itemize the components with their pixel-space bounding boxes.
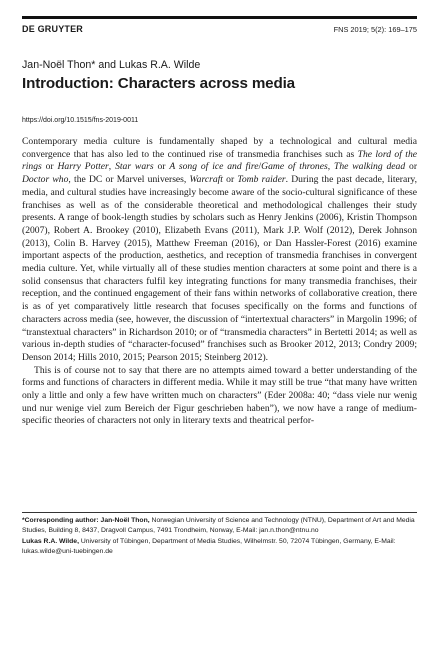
work-title: Star wars bbox=[115, 161, 154, 173]
body-text-segment: or bbox=[222, 174, 238, 186]
body-text-segment: / bbox=[258, 161, 262, 173]
body-text-segment: , bbox=[327, 161, 334, 173]
work-title: Game of thrones bbox=[261, 161, 328, 173]
article-authors: Jan-Noël Thon* and Lukas R.A. Wilde bbox=[22, 59, 201, 71]
corresponding-author-affiliation: Norwegian University of Science and Technology (NTNU), Department of Art and Media Studies, Building 8, 8437, Dragvoll Campus, 7491 Trondheim, Norway, E-Mail: jan.n.thon@ntnu.no bbox=[22, 517, 415, 535]
footnotes bbox=[22, 516, 417, 558]
work-title: Doctor who bbox=[22, 174, 69, 186]
body-text-segment: or bbox=[153, 161, 170, 173]
article-body bbox=[22, 136, 417, 428]
body-text-segment: , the DC or Marvel universes, bbox=[68, 174, 190, 186]
body-paragraph-1 bbox=[22, 136, 417, 365]
work-title: Harry Potter bbox=[57, 161, 109, 173]
corresponding-author-label: *Corresponding author: Jan-Noël Thon, bbox=[22, 517, 150, 524]
coauthor-affiliation: University of Tübingen, Department of Media Studies, Wilhelmstr. 50, 72074 Tübingen, Germany, E-Mail: lukas.wilde@uni-tuebingen.de bbox=[22, 537, 396, 556]
body-text-segment: or bbox=[41, 161, 58, 173]
body-text-segment: or bbox=[405, 161, 418, 173]
publisher-name: DE GRUYTER bbox=[22, 24, 84, 34]
body-paragraph-2: This is of course not to say that there are no attempts aimed toward a better understanding of the forms and functions of characters in different media. While it may still be true “that many have written only a little and only a few have written much on characters” (Eder 2008a: 40; “dass viele nur wenig und nur wenige viel zum Bereich der Figur geschrieben haben”), we now have a range of medium-specific theories of characters not only in literary texts and theatrical perfor- bbox=[22, 364, 417, 427]
work-title: The lord of the rings bbox=[22, 148, 418, 173]
article-title: Introduction: Characters across media bbox=[22, 75, 295, 92]
work-title: The walking dead bbox=[334, 161, 406, 173]
body-text-segment: Contemporary media culture is fundamentally shaped by a technological and cultural media convergence that has also led to the continued rise of transmedia franchises such as bbox=[22, 136, 417, 160]
work-title: A song of ice and fire bbox=[169, 161, 259, 173]
journal-reference: FNS 2019; 5(2): 169–175 bbox=[333, 25, 417, 34]
footnote-rule bbox=[22, 512, 417, 513]
work-title: Warcraft bbox=[189, 174, 223, 186]
body-text-segment: , bbox=[108, 161, 116, 173]
corresponding-author-note bbox=[22, 516, 417, 537]
doi-link[interactable]: https://doi.org/10.1515/fns-2019-0011 bbox=[22, 117, 139, 124]
work-title: Tomb raider bbox=[237, 174, 286, 186]
body-text-segment: . During the past decade, literary, media, and cultural studies have increasingly become aware of the socio-cultural significance of these franchises as well as of the considerable theoretical and methodological challenges their study presents. A range of book-length studies by scholars such as Henry Jenkins (2006), Kristin Thompson (2007), Robert A. Brookey (2010), Elizabeth Evans (2011), Mark J.P. Wolf (2012), Derek Johnson (2013), Colin B. Harvey (2015), Matthew Freeman (2016), or Dan Hassler-Forest (2016) examine important aspects of the production, aesthetics, and reception of transmedia franchises in convergent media culture. Yet, while virtually all of these studies mention characters at some point and there is a solid consensus that characters fulfil key integrating functions for many transmedia franchises, their reception, and the continued engagement of their fans within networks of collaborative creation, there is as of yet comparatively little research that focuses specifically on the forms and functions of characters across media (see, however, the discussion of “intertextual characters” in Margolin 1996; of “transtextual characters” in Richardson 2010; or of “transmedia characters” in Bertetti 2014; as well as various in-depth studies of “character-focused” franchises such as Brooker 2012, 2013; Condry 2009; Denson 2014; Hills 2010, 2015; Pearson 2015; Steinberg 2012). bbox=[22, 174, 417, 363]
coauthor-note bbox=[22, 537, 417, 558]
header-rule bbox=[22, 16, 417, 19]
coauthor-label: Lukas R.A. Wilde, bbox=[22, 537, 79, 545]
